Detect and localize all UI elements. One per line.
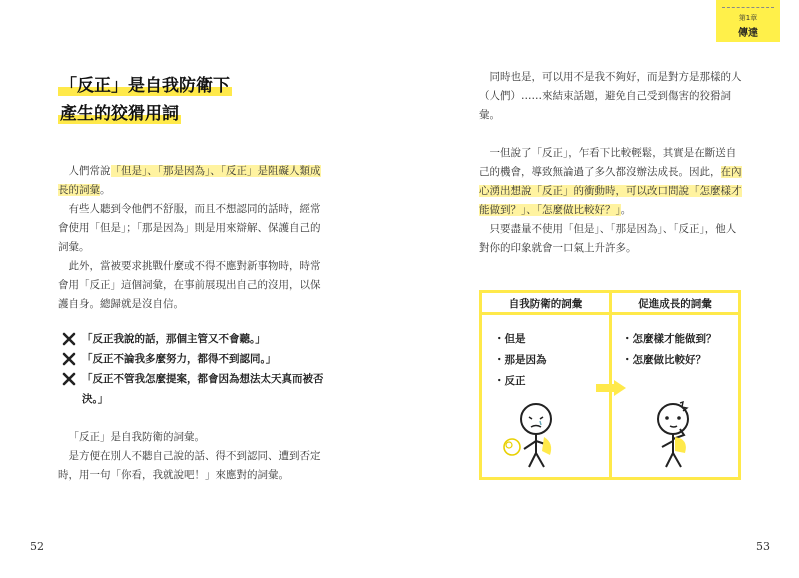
paragraph-2: 有些人聽到令他們不舒服，而且不想認同的話時，經常會使用「但是」；「那是因為」則是用來辯解、保護自己的詞彙。 [58,203,321,253]
list-item: ・那是因為 [494,354,547,366]
comparison-table [479,290,741,480]
example-text: 「反正我說的話，那個主管又不會聽。」 [82,333,266,345]
list-item: ・反正 [494,375,526,387]
wave-divider [722,7,774,12]
cross-icon [62,372,76,386]
sad-figure-illustration [496,401,576,475]
example-item [62,349,332,369]
section-heading [58,72,232,128]
list-item: ・怎麼樣才能做到？ [622,333,717,345]
r2-text-a: 一但說了「反正」，乍看下比較輕鬆，其實是在斷送自己的機會，導致無論過了多久都沒辦法成長。因此， [479,147,737,178]
heading-line-2: 產生的狡猾用詞 [60,104,179,124]
paragraph-1 [58,162,330,200]
thinking-figure-illustration [640,401,710,475]
page-number-left: 52 [30,540,44,553]
r2-text-c: 。 [620,204,632,216]
example-text: 「反正不論我多麼努力，都得不到認同。」 [82,353,277,365]
self-defense-list [494,329,547,392]
self-defense-header: 自我防衛的詞彙 [482,293,609,315]
paragraph-r2 [479,144,743,220]
chapter-tab [716,0,780,42]
arrow-right-icon [596,380,626,396]
list-item: ・但是 [494,333,526,345]
growth-list [622,329,717,371]
heading-line-1: 「反正」是自我防衛下 [60,76,230,96]
negative-examples [62,329,332,409]
page-number-right: 53 [756,540,770,553]
p1-highlight: 「但是」、「那是因為」、「反正」是阻礙人類成長的詞彙 [58,165,321,196]
cross-icon [62,352,76,366]
paragraph-r1: 同時也是，可以用不是我不夠好，而是對方是那樣的人（人們）……來結束話題，避免自己受到傷害的狡猾詞彙。 [479,71,742,121]
paragraph-4: 「反正」是自我防衛的詞彙。 [68,431,205,443]
r2-highlight: 在內心湧出想說「反正」的衝動時，可以改口問說「怎麼樣才能做到？」、「怎麼做比較好？」 [479,166,742,216]
left-body-bottom [58,428,330,485]
example-text: 「反正不管我怎麼提案，都會因為想法太天真而被否決。」 [82,373,324,405]
chapter-name: 傳達 [738,28,758,39]
example-item [62,329,332,349]
p1-text-c: 。 [100,184,111,196]
cross-icon [62,332,76,346]
list-item: ・怎麼做比較好？ [622,354,706,366]
paragraph-r3: 只要盡量不使用「但是」、「那是因為」、「反正」，他人對你的印象就會一口氣上升許多。 [479,223,737,254]
growth-header: 促進成長的詞彙 [612,293,738,315]
p1-text-a: 人們常說 [68,165,111,177]
right-body [479,68,743,258]
paragraph-3: 此外，當被要求挑戰什麼或不得不應對新事物時，時常會用「反正」這個詞彙，在事前展現出自己的沒用，以保護自身。總歸就是沒自信。 [58,260,321,310]
paragraph-5: 是方便在別人不聽自己說的話、得不到認同、遭到否定時，用一句「你看，我就說吧！」來應對的詞彙。 [58,450,321,481]
example-item [62,369,332,409]
left-body-top [58,162,330,314]
chapter-number: 第1章 [738,14,758,22]
